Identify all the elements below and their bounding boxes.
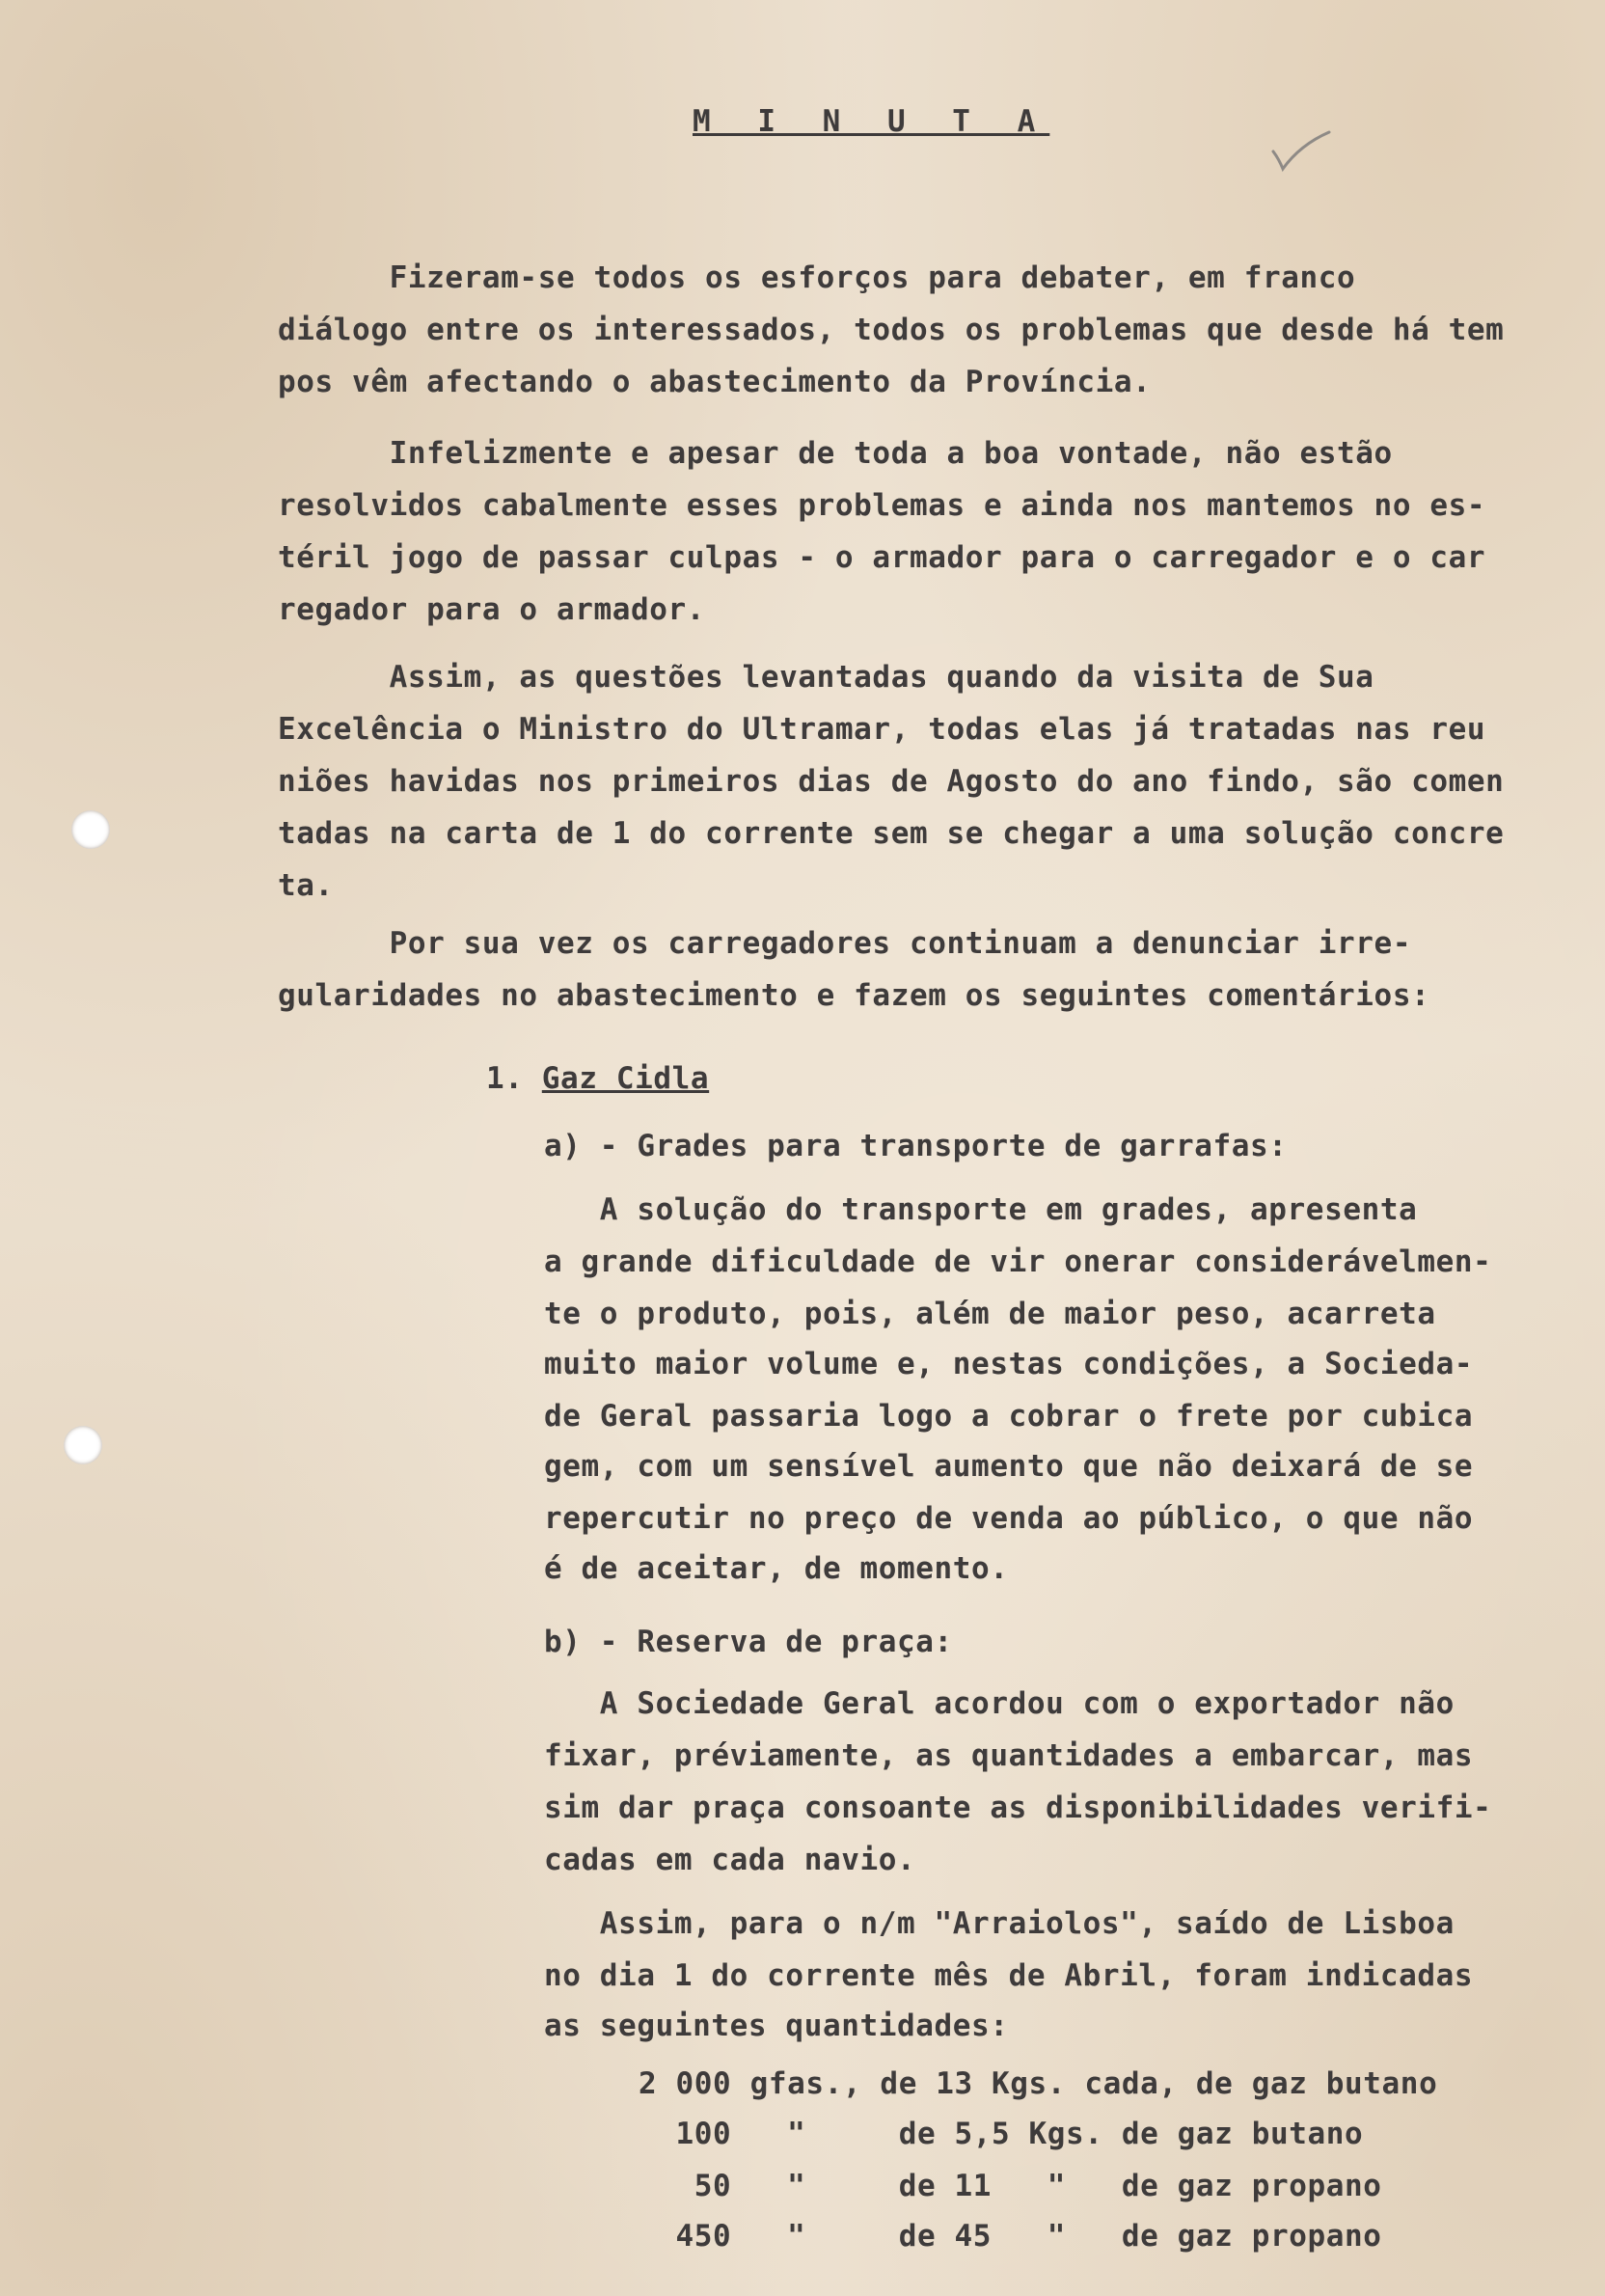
text-line: tadas na carta de 1 do corrente sem se chegar a uma solução concre bbox=[278, 816, 1505, 851]
text-line: é de aceitar, de momento. bbox=[544, 1551, 1009, 1586]
text-line: as seguintes quantidades: bbox=[544, 2009, 1009, 2043]
quantity-line: 50 " de 11 " de gaz propano bbox=[639, 2169, 1382, 2203]
text-line: gularidades no abastecimento e fazem os seguintes comentários: bbox=[278, 978, 1430, 1013]
subsection-heading: a) - Grades para transporte de garrafas: bbox=[544, 1129, 1288, 1163]
subsection-heading: b) - Reserva de praça: bbox=[544, 1625, 953, 1659]
text-line: niões havidas nos primeiros dias de Agosto do ano findo, são comen bbox=[278, 764, 1505, 799]
quantity-line: 100 " de 5,5 Kgs. de gaz butano bbox=[639, 2117, 1364, 2151]
text-line: Assim, as questões levantadas quando da visita de Sua bbox=[278, 660, 1374, 695]
text-line: repercutir no preço de venda ao público, o que não bbox=[544, 1501, 1474, 1536]
section-number: 1. bbox=[486, 1061, 542, 1096]
text-line: A solução do transporte em grades, apresenta bbox=[544, 1192, 1418, 1227]
text-line: te o produto, pois, além de maior peso, acarreta bbox=[544, 1297, 1436, 1331]
text-line: no dia 1 do corrente mês de Abril, foram indicadas bbox=[544, 1958, 1474, 1993]
text-line: regador para o armador. bbox=[278, 592, 706, 627]
text-line: cadas em cada navio. bbox=[544, 1843, 916, 1877]
text-line: Assim, para o n/m "Arraiolos", saído de Lisboa bbox=[544, 1906, 1455, 1941]
text-line: fixar, préviamente, as quantidades a embarcar, mas bbox=[544, 1738, 1474, 1773]
text-line: de Geral passaria logo a cobrar o frete por cubica bbox=[544, 1399, 1474, 1434]
text-line: resolvidos cabalmente esses problemas e ainda nos mantemos no es- bbox=[278, 488, 1486, 523]
text-line: sim dar praça consoante as disponibilidades verifi- bbox=[544, 1790, 1492, 1825]
text-line: ta. bbox=[278, 868, 334, 903]
text-line: diálogo entre os interessados, todos os problemas que desde há tem bbox=[278, 313, 1505, 347]
text-line: muito maior volume e, nestas condições, a Socieda- bbox=[544, 1347, 1474, 1381]
punch-hole bbox=[71, 810, 110, 849]
quantity-line: 2 000 gfas., de 13 Kgs. cada, de gaz butano bbox=[639, 2066, 1438, 2101]
text-line: gem, com um sensível aumento que não deixará de se bbox=[544, 1449, 1474, 1484]
text-line: téril jogo de passar culpas - o armador para o carregador e o car bbox=[278, 540, 1486, 575]
quantity-line: 450 " de 45 " de gaz propano bbox=[639, 2219, 1382, 2254]
text-line: a grande dificuldade de vir onerar considerávelmen- bbox=[544, 1244, 1492, 1279]
checkmark-icon bbox=[1271, 130, 1331, 178]
text-line: A Sociedade Geral acordou com o exportador não bbox=[544, 1686, 1455, 1721]
text-line: pos vêm afectando o abastecimento da Província. bbox=[278, 365, 1152, 399]
text-line: Por sua vez os carregadores continuam a denunciar irre- bbox=[278, 926, 1412, 961]
document-title: M I N U T A bbox=[693, 104, 1050, 139]
text-line: Fizeram-se todos os esforços para debater, em franco bbox=[278, 260, 1356, 295]
section-heading bbox=[486, 1059, 709, 1098]
section-title: Gaz Cidla bbox=[541, 1061, 710, 1096]
punch-hole bbox=[64, 1426, 102, 1464]
text-line: Infelizmente e apesar de toda a boa vontade, não estão bbox=[278, 436, 1393, 471]
text-line: Excelência o Ministro do Ultramar, todas elas já tratadas nas reu bbox=[278, 712, 1486, 747]
